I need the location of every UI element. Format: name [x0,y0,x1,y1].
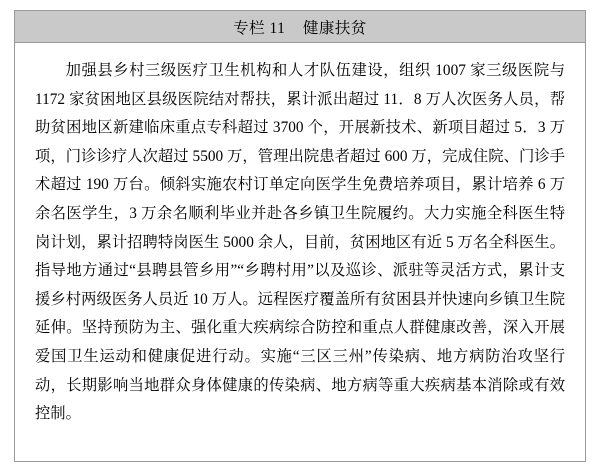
panel-body [15,43,585,439]
panel-header [15,11,585,43]
panel-title: 专栏 11 健康扶贫 [233,19,367,37]
sidebar-panel-box [14,10,586,462]
panel-body-text: 加强县乡村三级医疗卫生机构和人才队伍建设，组织 1007 家三级医院与 1172 家贫困地区县级医院结对帮扶，累计派出超过 11．8 万人次医务人员，帮助贫困地区新建临床重点专科超过 3700 个，开展新技术、新项目超过 5．3 万项，门诊诊疗人次超过 5500 万，管理出院患者超过 600 万，完成住院、门诊手术超过 190 万台。倾斜实施农村订单定向医学生免费培养项目，累计培养 6 万余名医学生，3 万余名顺利毕业并赴各乡镇卫生院履约。大力实施全科医生特岗计划，累计招聘特岗医生 5000 余人，目前，贫困地区有近 5 万名全科医生。指导地方通过“县聘县管乡用”“乡聘村用”以及巡诊、派驻等灵活方式，累计支援乡村两级医务人员近 10 万人。远程医疗覆盖所有贫困县并快速向乡镇卫生院延伸。坚持预防为主、强化重大疾病综合防控和重点人群健康改善，深入开展爱国卫生运动和健康促进行动。实施“三区三州”传染病、地方病防治攻坚行动，长期影响当地群众身体健康的传染病、地方病等重大疾病基本消除或有效控制。 [35,62,565,423]
